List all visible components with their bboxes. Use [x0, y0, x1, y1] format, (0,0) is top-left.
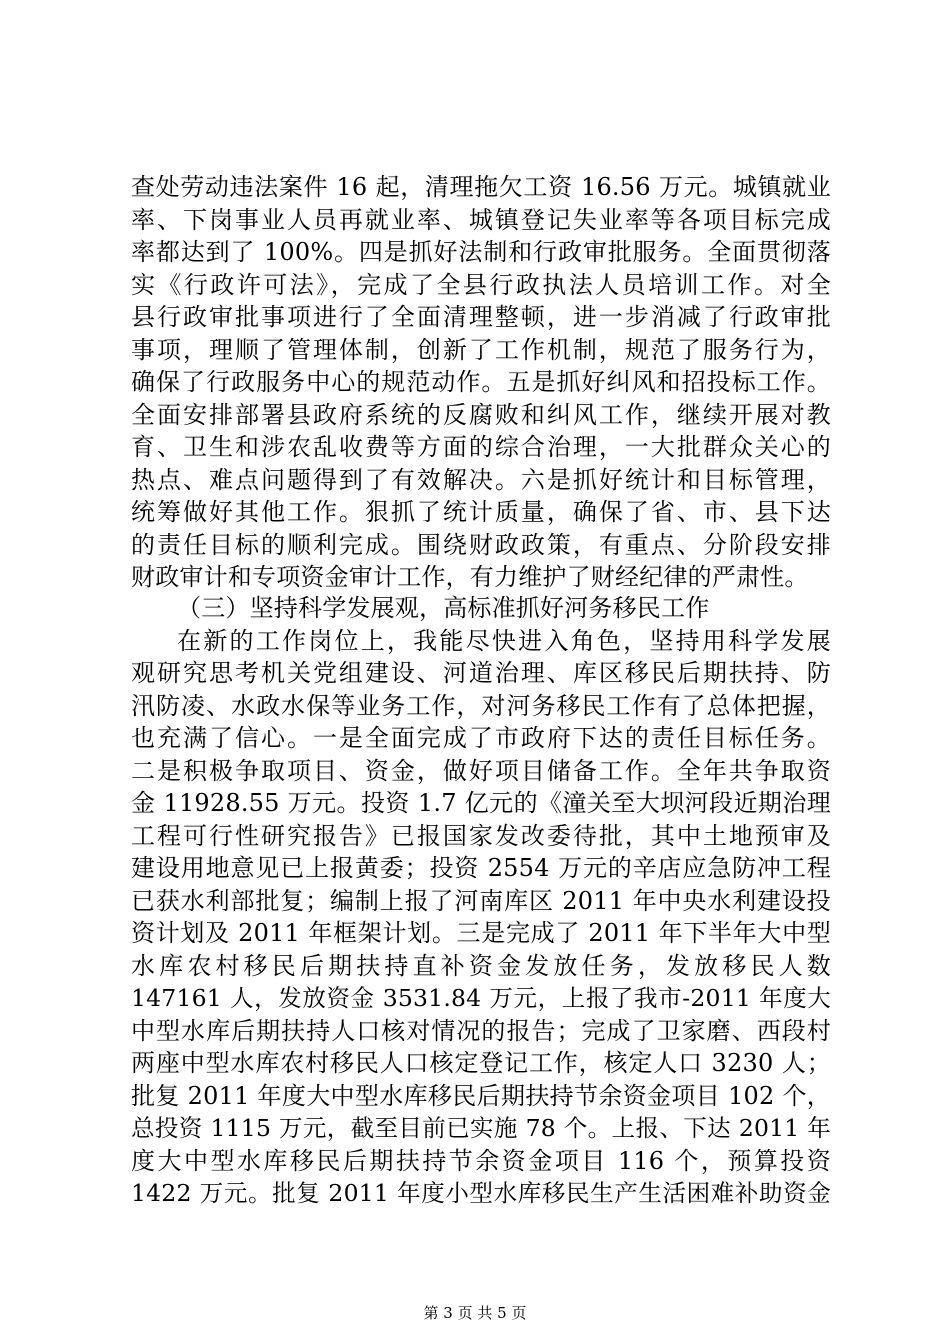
section-three: [131, 592, 831, 1210]
paragraph-line: 金 11928.55 万元。投资 1.7 亿元的《潼关至大坝河段近期治理: [131, 789, 831, 817]
paragraph-line: 中型水库后期扶持人口核对情况的报告；完成了卫家磨、西段村: [131, 1016, 831, 1045]
paragraph-line: 财政审计和专项资金审计工作，有力维护了财经纪律的严肃性。: [131, 563, 809, 591]
paragraph-line: 育、卫生和涉农乱收费等方面的综合治理，一大批群众关心的: [131, 433, 831, 461]
paragraph-line: 观研究思考机关党组建设、河道治理、库区移民后期扶持、防: [131, 659, 831, 687]
paragraph-line: 县行政审批事项进行了全面清理整顿，进一步消减了行政审批: [131, 303, 831, 331]
paragraph-line: 事项，理顺了管理体制，创新了工作机制，规范了服务行为，: [131, 335, 831, 364]
paragraph-line: 实《行政许可法》，完成了全县行政执法人员培训工作。对全: [131, 270, 831, 299]
paragraph-line: 全面安排部署县政府系统的反腐败和纠风工作，继续开展对教: [131, 400, 831, 429]
paragraph-line: 两座中型水库农村移民人口核定登记工作，核定人口 3230 人；: [131, 1049, 831, 1077]
paragraph-line: 的责任目标的顺利完成。围绕财政政策，有重点、分阶段安排: [131, 530, 831, 559]
paragraph-line: 已获水利部批复；编制上报了河南库区 2011 年中央水利建设投: [131, 886, 831, 915]
section-two-continuation: [131, 171, 831, 594]
paragraph-line: 统筹做好其他工作。狠抓了统计质量，确保了省、市、县下达: [131, 498, 831, 526]
paragraph-line: 度大中型水库移民后期扶持节余资金项目 116 个，预算投资: [131, 1146, 831, 1175]
paragraph-line: 批复 2011 年度大中型水库移民后期扶持节余资金项目 102 个，: [131, 1081, 831, 1110]
section-heading: （三）坚持科学发展观，高标准抓好河务移民工作: [177, 594, 710, 622]
paragraph-line: 率、下岗事业人员再就业率、城镇登记失业率等各项目标完成: [131, 205, 831, 234]
paragraph-line: 建设用地意见已上报黄委；投资 2554 万元的辛店应急防冲工程: [131, 854, 831, 882]
paragraph-line: 汛防凌、水政水保等业务工作，对河务移民工作有了总体把握，: [131, 691, 831, 720]
paragraph-line: 确保了行政服务中心的规范动作。五是抓好纠风和招投标工作。: [131, 368, 831, 396]
paragraph-line: 二是积极争取项目、资金，做好项目储备工作。全年共争取资: [131, 756, 831, 785]
paragraph-line: 在新的工作岗位上，我能尽快进入角色，坚持用科学发展: [177, 626, 831, 655]
paragraph-line: 1422 万元。批复 2011 年度小型水库移民生产生活困难补助资金: [131, 1179, 831, 1207]
paragraph-line: 查处劳动违法案件 16 起，清理拖欠工资 16.56 万元。城镇就业: [131, 173, 831, 201]
paragraph-line: 资计划及 2011 年框架计划。三是完成了 2011 年下半年大中型: [131, 919, 831, 947]
paragraph-line: 总投资 1115 万元，截至目前已实施 78 个。上报、下达 2011 年: [131, 1114, 831, 1142]
paragraph-line: 工程可行性研究报告》已报国家发改委待批，其中土地预审及: [131, 821, 831, 850]
page-number-footer: 第 3 页 共 5 页: [423, 1304, 527, 1322]
paragraph-line: 147161 人，发放资金 3531.84 万元，上报了我市-2011 年度大: [131, 984, 831, 1012]
paragraph-line: 热点、难点问题得到了有效解决。六是抓好统计和目标管理，: [131, 465, 831, 494]
paragraph-line: 水库农村移民后期扶持直补资金发放任务，发放移民人数: [131, 951, 831, 980]
paragraph-line: 也充满了信心。一是全面完成了市政府下达的责任目标任务。: [131, 724, 831, 752]
paragraph-line: 率都达到了 100%。四是抓好法制和行政审批服务。全面贯彻落: [131, 238, 831, 266]
